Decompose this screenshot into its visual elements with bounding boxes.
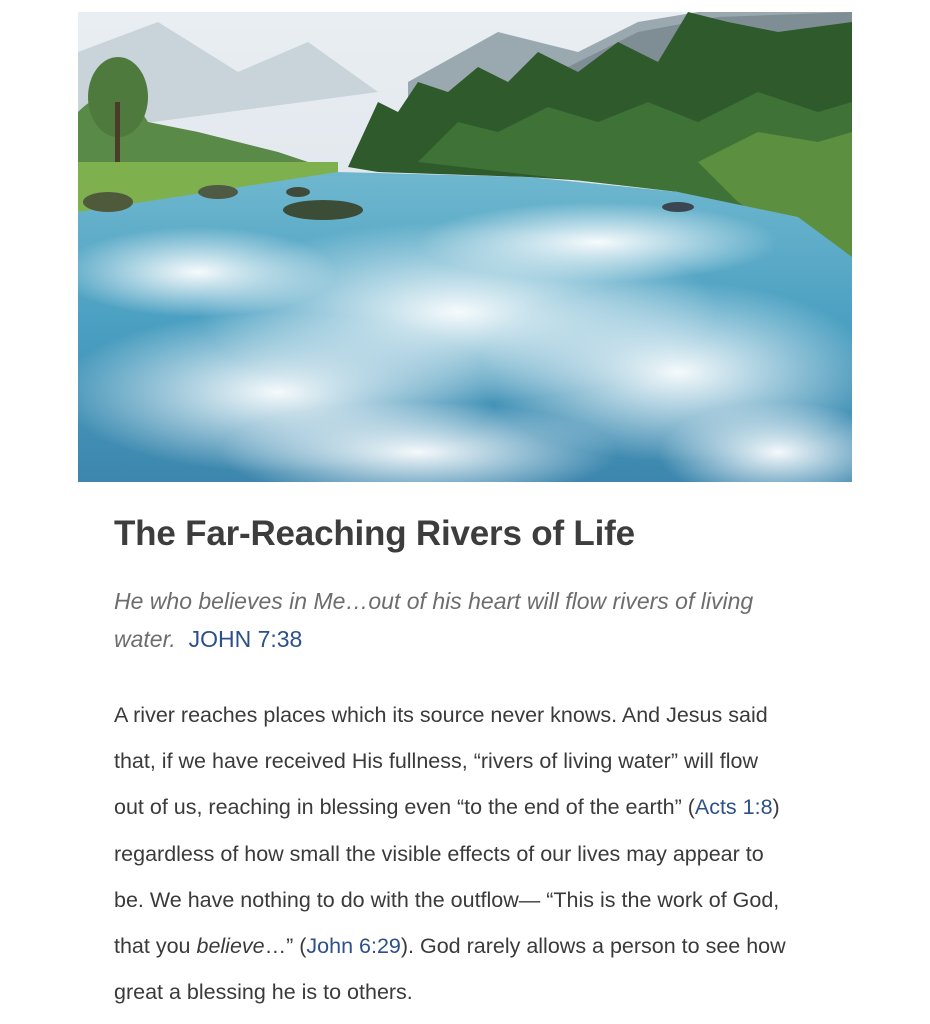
body-line-3-close: )	[772, 795, 780, 820]
body-line-6	[114, 923, 834, 969]
scripture-verse	[114, 582, 814, 658]
article-title: The Far-Reaching Rivers of Life	[114, 514, 635, 553]
verse-line-2	[114, 620, 814, 658]
believe-emphasis: believe	[196, 934, 265, 959]
body-line-7: great a blessing he is to others.	[114, 980, 413, 1005]
river-photo	[78, 12, 852, 482]
body-line-3-text: out of us, reaching in blessing even “to the end of the earth” (	[114, 795, 695, 820]
verse-text-end: water.	[114, 626, 176, 652]
body-line-3	[114, 784, 834, 830]
verse-line-1: He who believes in Me…out of his heart will flow rivers of living	[114, 588, 754, 614]
body-line-6-end: ). God rarely allows a person to see how	[400, 934, 786, 959]
article-body	[114, 692, 834, 1015]
john-6-29-link[interactable]: John 6:29	[306, 934, 401, 959]
acts-1-8-link[interactable]: Acts 1:8	[694, 795, 773, 820]
body-line-6-start: that you	[114, 934, 197, 959]
body-line-4: regardless of how small the visible effects of our lives may appear to	[114, 841, 764, 866]
hero-image	[78, 12, 852, 482]
verse-reference-link[interactable]: JOHN 7:38	[188, 626, 303, 652]
body-line-1: A river reaches places which its source never knows. And Jesus said	[114, 703, 768, 727]
body-line-5: be. We have nothing to do with the outflow— “This is the work of God,	[114, 887, 780, 912]
body-line-6-mid: …” (	[264, 934, 307, 959]
article	[114, 508, 834, 1015]
body-line-2: that, if we have received His fullness, “rivers of living water” will flow	[114, 749, 759, 774]
